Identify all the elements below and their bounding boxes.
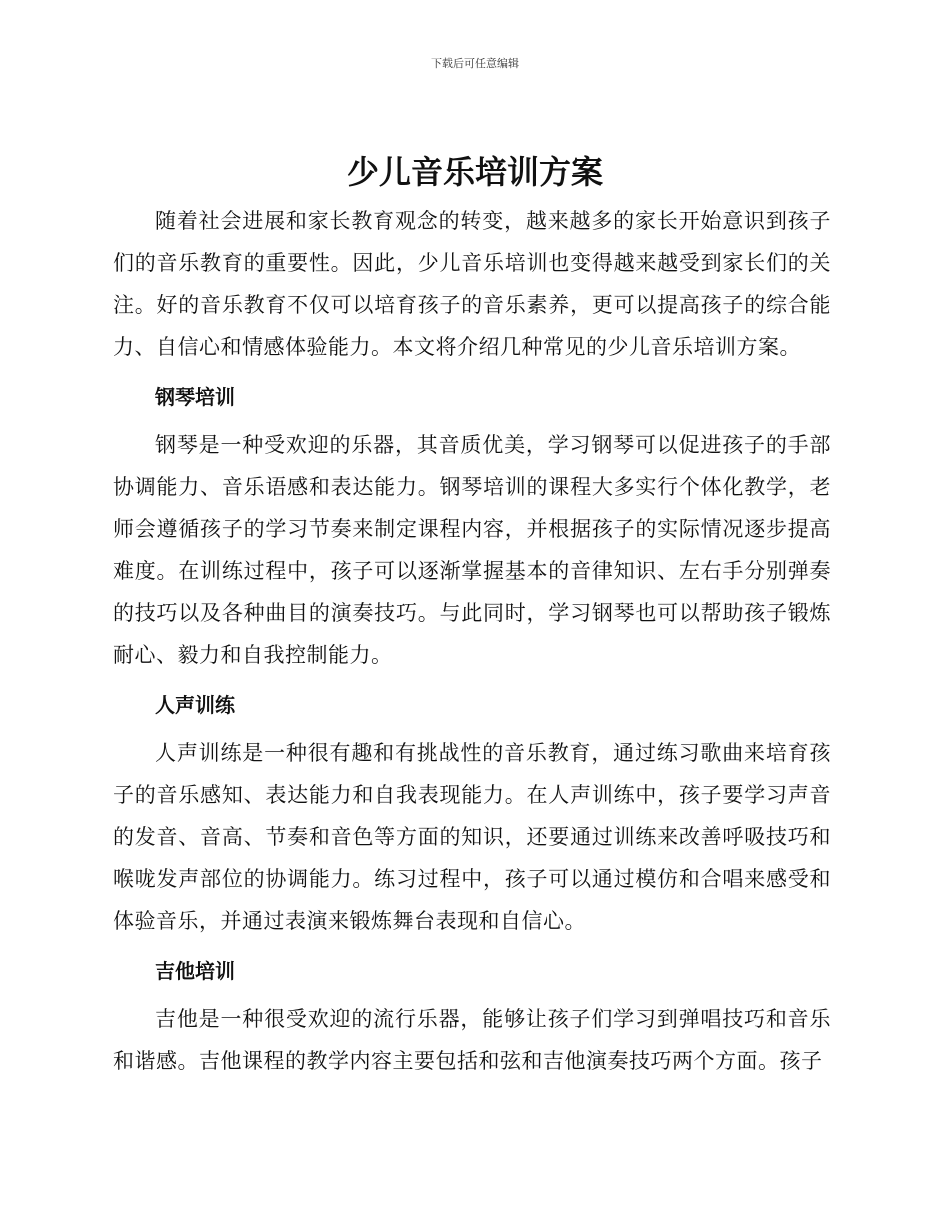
section-body-piano: 钢琴是一种受欢迎的乐器，其音质优美，学习钢琴可以促进孩子的手部协调能力、音乐语感和表达能力。钢琴培训的课程大多实行个体化教学，老师会遵循孩子的学习节奏来制定课程内容，并根据孩子的实际情况逐步提高难度。在训练过程中，孩子可以逐渐掌握基本的音律知识、左右手分别弹奏的技巧以及各种曲目的演奏技巧。与此同时，学习钢琴也可以帮助孩子锻炼耐心、毅力和自我控制能力。 xyxy=(113,433,831,667)
header-note: 下载后可任意编辑 xyxy=(431,57,519,70)
section-body-guitar: 吉他是一种很受欢迎的流行乐器，能够让孩子们学习到弹唱技巧和音乐和谐感。吉他课程的教学内容主要包括和弦和吉他演奏技巧两个方面。孩子 xyxy=(113,1007,831,1073)
document-title: 少儿音乐培训方案 xyxy=(346,153,603,191)
intro-paragraph: 随着社会进展和家长教育观念的转变，越来越多的家长开始意识到孩子们的音乐教育的重要性。因此，少儿音乐培训也变得越来越受到家长们的关注。好的音乐教育不仅可以培育孩子的音乐素养，更可以提高孩子的综合能力、自信心和情感体验能力。本文将介绍几种常见的少儿音乐培训方案。 xyxy=(113,209,831,359)
document-body xyxy=(113,200,831,1082)
section-heading-vocal: 人声训练 xyxy=(155,693,235,717)
section-heading-piano: 钢琴培训 xyxy=(155,385,235,409)
section-heading-guitar: 吉他培训 xyxy=(155,959,235,983)
section-body-vocal: 人声训练是一种很有趣和有挑战性的音乐教育，通过练习歌曲来培育孩子的音乐感知、表达能力和自我表现能力。在人声训练中，孩子要学习声音的发音、音高、节奏和音色等方面的知识，还要通过训练来改善呼吸技巧和喉咙发声部位的协调能力。练习过程中，孩子可以通过模仿和合唱来感受和体验音乐，并通过表演来锻炼舞台表现和自信心。 xyxy=(113,741,831,933)
